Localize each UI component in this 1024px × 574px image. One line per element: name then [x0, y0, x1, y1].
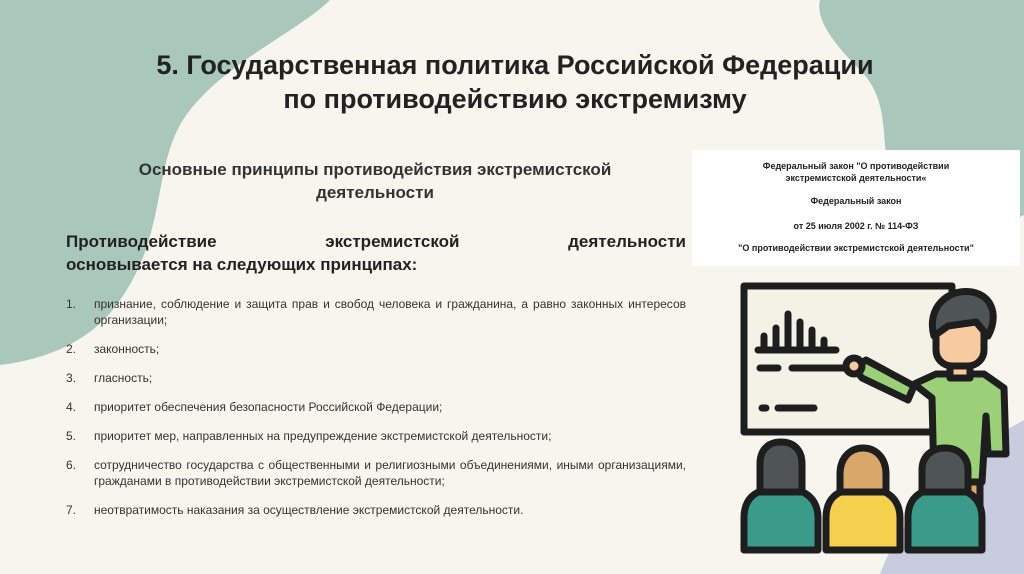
presentation-teacher-icon	[736, 278, 1018, 560]
law-line-2: экстремистской деятельности«	[785, 173, 927, 183]
list-item	[66, 296, 686, 328]
lead-paragraph	[66, 230, 686, 276]
list-item-text: неотвратимость наказания за осуществление экстремистской деятельности.	[94, 503, 524, 517]
lead-line-1	[66, 230, 686, 253]
list-item-number: 4.	[66, 400, 77, 414]
law-line-4: от 25 июля 2002 г. № 114-ФЗ	[793, 221, 919, 231]
list-item-number: 1.	[66, 297, 77, 311]
list-item	[66, 341, 686, 357]
list-item-number: 5.	[66, 429, 77, 443]
list-item	[66, 502, 686, 518]
list-item-number: 7.	[66, 503, 77, 517]
lead-line-2: основывается на следующих принципах:	[66, 255, 418, 274]
slide-title	[60, 48, 970, 116]
law-line-3: Федеральный закон	[810, 196, 902, 206]
audience-right	[908, 490, 982, 550]
law-line-5: "О противодействии экстремистской деятельности"	[738, 243, 974, 253]
title-line-2: по противодействию экстремизму	[283, 84, 747, 114]
principles-list	[66, 296, 686, 531]
subheading-line-2: деятельности	[316, 183, 434, 202]
principles-subheading	[75, 158, 675, 204]
list-item-number: 2.	[66, 342, 77, 356]
law-title-block	[692, 160, 1020, 184]
list-item-number: 3.	[66, 371, 77, 385]
list-item-text: признание, соблюдение и защита прав и свобод человека и гражданина, а равно законных интересов организации;	[94, 297, 686, 327]
federal-law-box	[692, 150, 1020, 266]
list-item	[66, 428, 686, 444]
list-item-text: законность;	[94, 342, 160, 356]
list-item-text: гласность;	[94, 371, 153, 385]
list-item-text: приоритет мер, направленных на предупреждение экстремистской деятельности;	[94, 429, 552, 443]
list-item-number: 6.	[66, 458, 77, 472]
lead-word-1: Противодействие	[66, 232, 217, 251]
list-item	[66, 457, 686, 489]
lead-word-3: деятельности	[568, 232, 686, 251]
law-line-1: Федеральный закон "О противодействии	[762, 161, 950, 171]
list-item-text: приоритет обеспечения безопасности Российской Федерации;	[94, 400, 443, 414]
title-line-1: 5. Государственная политика Российской Федерации	[156, 50, 874, 80]
subheading-line-1: Основные принципы противодействия экстремистской	[138, 160, 612, 179]
lead-word-2: экстремистской	[325, 232, 460, 251]
audience-left	[744, 490, 818, 550]
audience-middle	[826, 490, 900, 550]
list-item	[66, 399, 686, 415]
list-item	[66, 370, 686, 386]
list-item-text: сотрудничество государства с общественными и религиозными объединениями, иными организациями, гражданами в противодействии экстремистской деятельности;	[94, 458, 686, 488]
